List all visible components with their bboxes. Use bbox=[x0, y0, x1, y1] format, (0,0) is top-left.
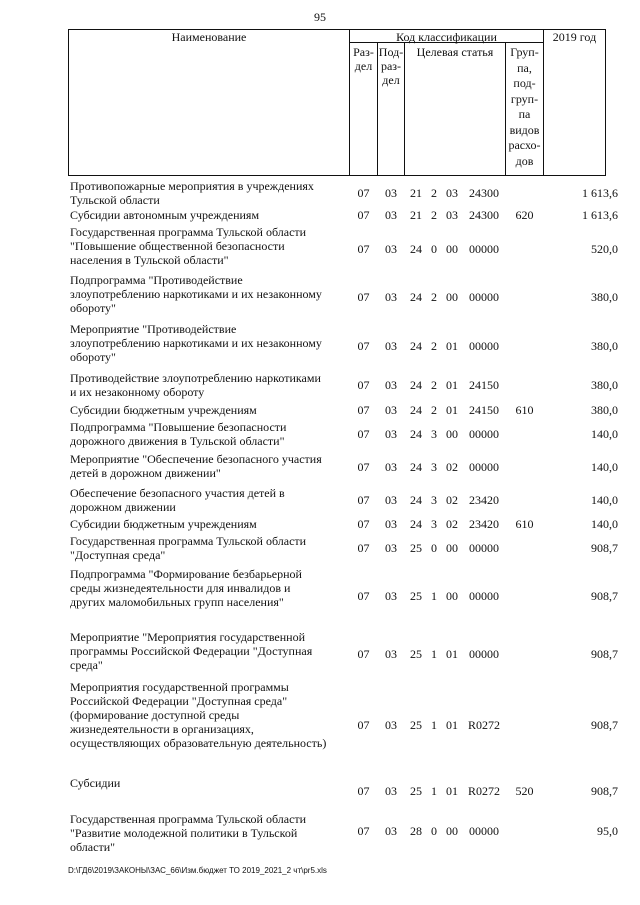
row-name-line: Мероприятие "Обеспечение безопасного участия bbox=[70, 452, 322, 466]
row-code-r: 07 bbox=[357, 541, 370, 555]
row-code-r: 07 bbox=[357, 403, 370, 417]
row-name-line: "Развитие молодежной политики в Тульской bbox=[70, 826, 298, 840]
row-amount: 908,7 bbox=[591, 589, 618, 603]
row-code-r: 07 bbox=[357, 647, 370, 661]
row-code-t2: 2 bbox=[431, 378, 437, 392]
row-code-t3: 03 bbox=[446, 186, 458, 200]
row-name-line: детей в дорожном движении" bbox=[70, 466, 221, 480]
row-name-line: Противопожарные мероприятия в учреждениях bbox=[70, 179, 314, 193]
row-name-line: осуществляющих образовательную деятельность) bbox=[70, 736, 327, 750]
row-code-p: 03 bbox=[385, 589, 397, 603]
row-code-t3: 01 bbox=[446, 647, 458, 661]
row-amount: 380,0 bbox=[591, 378, 618, 392]
row-code-t4: 24300 bbox=[469, 208, 499, 222]
row-code-t4: 00000 bbox=[469, 824, 499, 838]
row-code-t1: 21 bbox=[410, 208, 422, 222]
header-podrazdel: Под- раз- дел bbox=[378, 45, 404, 87]
row-amount: 95,0 bbox=[597, 824, 618, 838]
row-name-line: Противодействие злоупотреблению наркотиками bbox=[70, 371, 321, 385]
row-name-line: программы Российской Федерации "Доступная bbox=[70, 644, 313, 658]
row-code-t2: 2 bbox=[431, 290, 437, 304]
row-code-t3: 03 bbox=[446, 208, 458, 222]
row-name bbox=[70, 403, 352, 417]
row-name-line: злоупотреблению наркотиками и их незаконному bbox=[70, 336, 322, 350]
row-name bbox=[70, 420, 352, 448]
row-code-p: 03 bbox=[385, 339, 397, 353]
row-code-t1: 24 bbox=[410, 339, 422, 353]
row-code-t3: 00 bbox=[446, 824, 458, 838]
row-code-t2: 3 bbox=[431, 427, 437, 441]
row-name-line: Субсидии автономным учреждениям bbox=[70, 208, 260, 222]
row-code-t1: 25 bbox=[410, 647, 422, 661]
row-code-t3: 00 bbox=[446, 589, 458, 603]
row-code-t4: 00000 bbox=[469, 541, 499, 555]
page-number: 95 bbox=[314, 10, 326, 24]
row-code-t1: 24 bbox=[410, 517, 422, 531]
row-code-t2: 3 bbox=[431, 460, 437, 474]
row-name bbox=[70, 452, 352, 480]
row-code-t1: 25 bbox=[410, 589, 422, 603]
row-amount: 380,0 bbox=[591, 339, 618, 353]
row-code-t3: 01 bbox=[446, 403, 458, 417]
header-group: Груп- па, под- груп- па видов расхо- дов bbox=[508, 45, 541, 168]
row-name-line: Государственная программа Тульской области bbox=[70, 225, 307, 239]
row-code-p: 03 bbox=[385, 541, 397, 555]
file-path-footer: D:\ГД6\2019\ЗАКОНЫ\ЗАС_66\Изм.бюджет ТО 2019_2021_2 чт\pr5.xls bbox=[68, 866, 327, 875]
row-code-r: 07 bbox=[357, 339, 370, 353]
row-code-t3: 01 bbox=[446, 718, 458, 732]
row-code-p: 03 bbox=[385, 460, 397, 474]
row-name-line: Субсидии bbox=[70, 776, 121, 790]
row-name-line: Государственная программа Тульской области bbox=[70, 534, 307, 548]
row-code-t4: 00000 bbox=[469, 339, 499, 353]
row-code-t4: 00000 bbox=[469, 647, 499, 661]
row-name-line: области" bbox=[70, 840, 116, 854]
row-code-g: 520 bbox=[515, 784, 534, 798]
row-name bbox=[70, 273, 352, 315]
row-name bbox=[70, 776, 352, 790]
row-name bbox=[70, 680, 352, 750]
row-amount: 140,0 bbox=[591, 460, 618, 474]
row-name-line: Субсидии бюджетным учреждениям bbox=[70, 517, 257, 531]
header-left-border bbox=[68, 29, 69, 176]
row-code-t4: 00000 bbox=[469, 427, 499, 441]
row-code-t4: 00000 bbox=[469, 290, 499, 304]
row-name-line: Субсидии бюджетным учреждениям bbox=[70, 403, 257, 417]
row-code-t4: 24150 bbox=[469, 403, 499, 417]
row-name bbox=[70, 371, 352, 399]
row-code-t3: 00 bbox=[446, 427, 458, 441]
row-code-p: 03 bbox=[385, 824, 397, 838]
row-name-line: Подпрограмма "Повышение безопасности bbox=[70, 420, 287, 434]
row-code-t2: 3 bbox=[431, 517, 437, 531]
header-razdel: Раз- дел bbox=[353, 45, 374, 73]
row-name-line: дорожном движении bbox=[70, 500, 176, 514]
row-code-g: 610 bbox=[515, 403, 534, 417]
row-code-t1: 24 bbox=[410, 493, 422, 507]
row-code-g: 610 bbox=[515, 517, 534, 531]
row-code-t1: 24 bbox=[410, 460, 422, 474]
row-code-t2: 2 bbox=[431, 403, 437, 417]
row-name-line: населения в Тульской области" bbox=[70, 253, 229, 267]
row-name-line: "Доступная среда" bbox=[70, 548, 166, 562]
row-code-t1: 24 bbox=[410, 378, 422, 392]
row-code-r: 07 bbox=[357, 427, 370, 441]
row-name-line: других маломобильных групп населения" bbox=[70, 595, 284, 609]
row-code-t2: 1 bbox=[431, 718, 437, 732]
header-bottom-border bbox=[68, 175, 606, 176]
row-name-line: дорожного движения в Тульской области" bbox=[70, 434, 285, 448]
row-name-line: Тульской области bbox=[70, 193, 160, 207]
header-year: 2019 год bbox=[552, 30, 597, 44]
row-amount: 1 613,6 bbox=[582, 186, 618, 200]
row-code-t2: 0 bbox=[431, 242, 437, 256]
row-code-t2: 0 bbox=[431, 824, 437, 838]
row-code-r: 07 bbox=[357, 242, 370, 256]
row-code-t3: 02 bbox=[446, 460, 458, 474]
row-name-line: Мероприятие "Мероприятия государственной bbox=[70, 630, 306, 644]
row-code-r: 07 bbox=[357, 784, 370, 798]
row-code-p: 03 bbox=[385, 242, 397, 256]
row-code-p: 03 bbox=[385, 784, 397, 798]
row-code-t2: 0 bbox=[431, 541, 437, 555]
row-code-t1: 25 bbox=[410, 784, 422, 798]
row-name-line: обороту" bbox=[70, 350, 116, 364]
row-code-t3: 02 bbox=[446, 493, 458, 507]
row-code-r: 07 bbox=[357, 186, 370, 200]
row-code-t4: 00000 bbox=[469, 242, 499, 256]
row-name-line: (формирование доступной среды bbox=[70, 708, 240, 722]
row-code-r: 07 bbox=[357, 378, 370, 392]
group-col-border bbox=[543, 29, 544, 176]
row-name bbox=[70, 208, 352, 222]
row-code-p: 03 bbox=[385, 403, 397, 417]
row-name-line: обороту" bbox=[70, 301, 116, 315]
row-code-g: 620 bbox=[515, 208, 534, 222]
row-code-p: 03 bbox=[385, 208, 397, 222]
row-amount: 520,0 bbox=[591, 242, 618, 256]
row-code-t4: 24150 bbox=[469, 378, 499, 392]
row-amount: 908,7 bbox=[591, 718, 618, 732]
row-name bbox=[70, 534, 352, 562]
row-code-t4: R0272 bbox=[467, 718, 500, 732]
row-code-t3: 01 bbox=[446, 378, 458, 392]
row-code-t2: 2 bbox=[431, 208, 437, 222]
row-code-t4: 24300 bbox=[469, 186, 499, 200]
header-name: Наименование bbox=[171, 30, 247, 44]
row-code-r: 07 bbox=[357, 589, 370, 603]
row-name-line: злоупотреблению наркотиками и их незаконному bbox=[70, 287, 322, 301]
row-code-p: 03 bbox=[385, 517, 397, 531]
row-code-t2: 1 bbox=[431, 784, 437, 798]
row-code-p: 03 bbox=[385, 290, 397, 304]
row-code-t1: 24 bbox=[410, 403, 422, 417]
row-code-t4: R0272 bbox=[467, 784, 500, 798]
row-code-t3: 00 bbox=[446, 541, 458, 555]
row-code-p: 03 bbox=[385, 186, 397, 200]
row-code-t4: 23420 bbox=[469, 493, 499, 507]
podrazdel-col-border bbox=[404, 42, 405, 176]
row-name bbox=[70, 567, 352, 609]
row-name-line: жизнедеятельности в организациях, bbox=[70, 722, 254, 736]
row-amount: 908,7 bbox=[591, 541, 618, 555]
row-code-t2: 2 bbox=[431, 186, 437, 200]
row-name-line: и их незаконному обороту bbox=[70, 385, 205, 399]
row-code-t1: 28 bbox=[410, 824, 422, 838]
row-code-t1: 21 bbox=[410, 186, 422, 200]
row-code-p: 03 bbox=[385, 647, 397, 661]
row-code-t3: 00 bbox=[446, 290, 458, 304]
row-name bbox=[70, 517, 352, 531]
row-code-t3: 01 bbox=[446, 784, 458, 798]
row-amount: 380,0 bbox=[591, 403, 618, 417]
row-amount: 1 613,6 bbox=[582, 208, 618, 222]
row-code-t3: 01 bbox=[446, 339, 458, 353]
row-amount: 908,7 bbox=[591, 647, 618, 661]
header-target: Целевая статья bbox=[416, 45, 494, 59]
row-name bbox=[70, 486, 352, 514]
row-code-r: 07 bbox=[357, 517, 370, 531]
row-code-r: 07 bbox=[357, 718, 370, 732]
row-name-line: Российской Федерации "Доступная среда" bbox=[70, 694, 288, 708]
row-name-line: "Повышение общественной безопасности bbox=[70, 239, 285, 253]
row-amount: 140,0 bbox=[591, 427, 618, 441]
row-code-p: 03 bbox=[385, 493, 397, 507]
header-code: Код классификации bbox=[396, 30, 497, 44]
row-name bbox=[70, 812, 352, 854]
row-code-p: 03 bbox=[385, 378, 397, 392]
row-code-p: 03 bbox=[385, 427, 397, 441]
row-code-t1: 24 bbox=[410, 242, 422, 256]
row-name-line: Подпрограмма "Формирование безбарьерной bbox=[70, 567, 302, 581]
row-name bbox=[70, 322, 352, 364]
row-amount: 140,0 bbox=[591, 517, 618, 531]
row-code-t2: 1 bbox=[431, 589, 437, 603]
row-code-r: 07 bbox=[357, 208, 370, 222]
row-code-t2: 2 bbox=[431, 339, 437, 353]
row-name-line: среда" bbox=[70, 658, 103, 672]
row-code-r: 07 bbox=[357, 290, 370, 304]
row-code-t1: 25 bbox=[410, 718, 422, 732]
row-amount: 908,7 bbox=[591, 784, 618, 798]
row-name-line: Мероприятия государственной программы bbox=[70, 680, 289, 694]
row-amount: 140,0 bbox=[591, 493, 618, 507]
row-code-t2: 1 bbox=[431, 647, 437, 661]
row-code-t1: 25 bbox=[410, 541, 422, 555]
row-name-line: Подпрограмма "Противодействие bbox=[70, 273, 243, 287]
row-code-t4: 00000 bbox=[469, 460, 499, 474]
row-code-t1: 24 bbox=[410, 427, 422, 441]
row-name-line: среды жизнедеятельности для инвалидов и bbox=[70, 581, 291, 595]
header-right-border bbox=[605, 29, 606, 176]
row-name-line: Государственная программа Тульской области bbox=[70, 812, 307, 826]
row-code-r: 07 bbox=[357, 460, 370, 474]
row-code-t2: 3 bbox=[431, 493, 437, 507]
row-name bbox=[70, 225, 352, 267]
row-code-r: 07 bbox=[357, 824, 370, 838]
row-code-t4: 23420 bbox=[469, 517, 499, 531]
row-amount: 380,0 bbox=[591, 290, 618, 304]
row-code-r: 07 bbox=[357, 493, 370, 507]
row-code-t3: 02 bbox=[446, 517, 458, 531]
row-code-t1: 24 bbox=[410, 290, 422, 304]
row-name-line: Обеспечение безопасного участия детей в bbox=[70, 486, 285, 500]
row-code-p: 03 bbox=[385, 718, 397, 732]
row-name-line: Мероприятие "Противодействие bbox=[70, 322, 237, 336]
row-name bbox=[70, 179, 352, 207]
row-name bbox=[70, 630, 352, 672]
row-code-t3: 00 bbox=[446, 242, 458, 256]
row-code-t4: 00000 bbox=[469, 589, 499, 603]
